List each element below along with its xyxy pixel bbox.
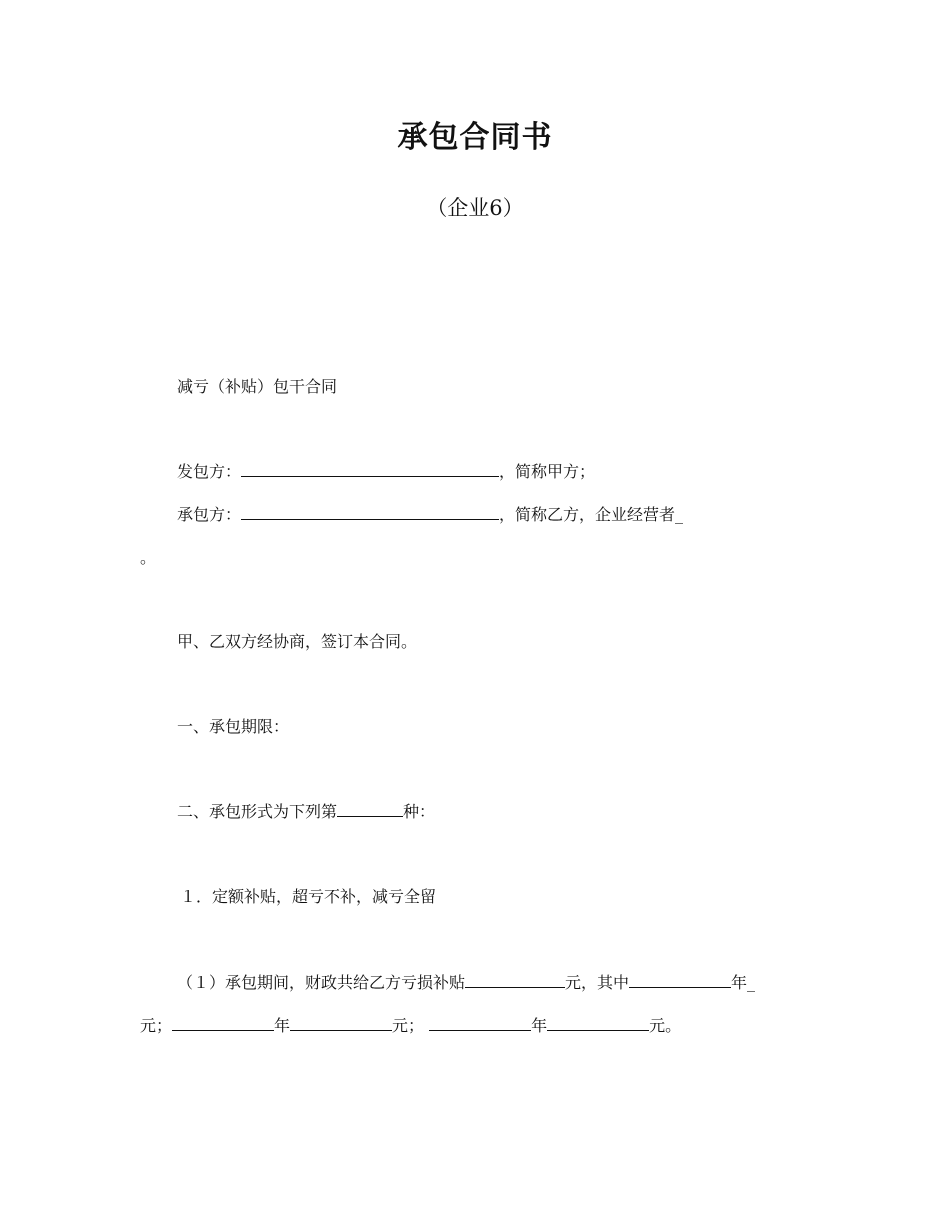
clause-2-suffix: 种： <box>403 802 436 821</box>
party-b-suffix: ，简称乙方，企业经营者 <box>499 505 676 524</box>
sub-1-year-2: 年 <box>274 1016 291 1035</box>
sub-1-line2-start: 元； <box>140 1016 173 1035</box>
sub-1-year-end: 年 <box>731 973 748 992</box>
party-a-line <box>177 461 595 483</box>
party-b-end-mark: _ <box>675 505 684 524</box>
agreement-text: 甲、乙双方经协商，签订本合同。 <box>177 632 418 651</box>
subsidy-total-blank[interactable] <box>465 972 565 988</box>
document-subtitle: （企业6） <box>426 196 524 220</box>
party-b-blank[interactable] <box>241 504 499 520</box>
sub-1-yuan-end: 元。 <box>649 1016 682 1035</box>
party-b-wrap-end: 。 <box>140 548 157 567</box>
contract-heading-text: 减亏（补贴）包干合同 <box>177 377 338 396</box>
item-1-text: １．定额补贴，超亏不补，减亏全留 <box>180 887 437 906</box>
sub-1-underscore: _ <box>747 973 756 992</box>
sub-1-prefix: （１）承包期间，财政共给乙方亏损补贴 <box>177 973 466 992</box>
clause-2-line <box>177 801 435 823</box>
sub-1-line <box>177 972 755 994</box>
sub-1-yuan-mid: 元，其中 <box>565 973 630 992</box>
item-1-line <box>180 886 436 908</box>
party-a-blank[interactable] <box>241 461 499 477</box>
clause-1-line <box>177 716 289 738</box>
sub-1-yuan-semicolon: 元； <box>392 1016 425 1035</box>
clause-1-text: 一、承包期限： <box>177 717 290 736</box>
agreement-line <box>177 631 417 653</box>
sub-1-wrap-line <box>140 1015 681 1037</box>
party-b-wrap-line <box>140 547 156 569</box>
year-1-blank[interactable] <box>629 972 731 988</box>
contract-heading <box>177 376 337 398</box>
year-3-blank[interactable] <box>429 1015 531 1031</box>
document-title: 承包合同书 <box>397 120 553 155</box>
amount-2-blank[interactable] <box>290 1015 392 1031</box>
amount-3-blank[interactable] <box>547 1015 649 1031</box>
party-b-line <box>177 504 683 526</box>
party-a-label: 发包方： <box>177 462 242 481</box>
clause-2-prefix: 二、承包形式为下列第 <box>177 802 338 821</box>
party-a-suffix: ，简称甲方； <box>499 462 596 481</box>
clause-2-blank[interactable] <box>337 801 403 817</box>
year-2-blank[interactable] <box>172 1015 274 1031</box>
party-b-label: 承包方： <box>177 505 242 524</box>
sub-1-year-3: 年 <box>531 1016 548 1035</box>
